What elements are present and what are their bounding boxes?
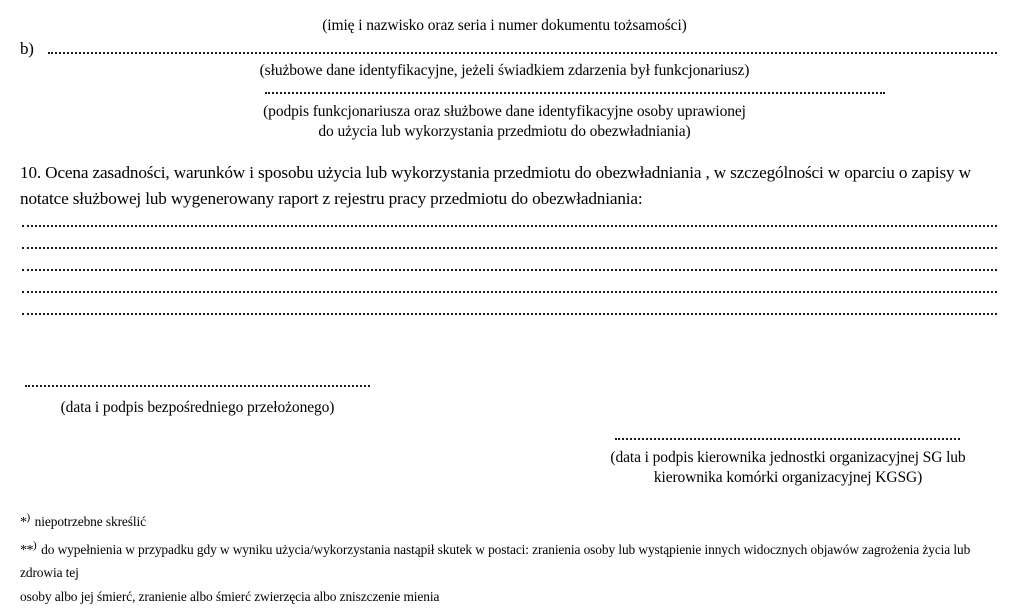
- answer-rule-5[interactable]: [22, 313, 997, 315]
- caption-unit-head-signature-line1: (data i podpis kierownika jednostki organizacyjnej SG lub: [610, 449, 966, 466]
- footnote-two-text-line1: do wypełnienia w przypadku gdy w wyniku użycia/wykorzystania nastąpił skutek w postaci: zranienia osoby lub wystąpienie innych widocznych objawów zagrożenia życia lub zdrowia tej: [20, 541, 971, 581]
- answer-rule-1[interactable]: [22, 225, 997, 227]
- caption-unit-head-signature-line2: kierownika komórki organizacyjnej KGSG): [653, 469, 923, 486]
- item-10-paragraph-line2: notatce służbowej lub wygenerowany raport z rejestru pracy przedmiotu do obezwładniania:: [20, 189, 643, 208]
- footnote-two-text-line2: osoby albo jej śmierć, zranienie albo śmierć zwierzęcia albo zniszczenie mienia: [20, 589, 440, 605]
- item-label-b: b): [20, 39, 34, 58]
- fill-rule-supervisor-signature[interactable]: [25, 385, 370, 387]
- fill-rule-unit-head-signature[interactable]: [615, 438, 960, 440]
- item-10-answer-area[interactable]: [22, 225, 997, 315]
- caption-officer-signature-line1: (podpis funkcjonariusza oraz służbowe dane identyfikacyjne osoby uprawionej: [263, 103, 746, 120]
- fill-rule-b[interactable]: [48, 52, 997, 54]
- answer-rule-3[interactable]: [22, 269, 997, 271]
- footnote-two: [20, 537, 992, 608]
- footnote-one-marker: [20, 511, 30, 530]
- footnote-two-line1: [20, 537, 992, 584]
- footnote-one-asterisk: *: [20, 514, 27, 530]
- item-10-paragraph-line1: 10. Ocena zasadności, warunków i sposobu użycia lub wykorzystania przedmiotu do obezwładniania , w szczególności w oparciu o zapisy w: [20, 163, 971, 182]
- footnote-two-marker: [20, 539, 37, 558]
- footnote-one-text: niepotrzebne skreślić: [34, 513, 146, 529]
- caption-officer-signature-line2: do użycia lub wykorzystania przedmiotu do obezwładniania): [318, 123, 691, 140]
- footnote-two-line2: [20, 586, 992, 608]
- footnote-two-asterisks: **: [20, 542, 33, 558]
- caption-officer-identity: (służbowe dane identyfikacyjne, jeżeli świadkiem zdarzenia był funkcjonariusz): [259, 62, 750, 79]
- footnote-two-paren: ): [33, 539, 37, 551]
- caption-identity-document: (imię i nazwisko oraz seria i numer dokumentu tożsamości): [322, 17, 687, 34]
- footnote-one: [20, 509, 980, 534]
- answer-rule-4[interactable]: [22, 291, 997, 293]
- footnote-one-paren: ): [26, 511, 30, 523]
- answer-rule-2[interactable]: [22, 247, 997, 249]
- fill-rule-officer-signature[interactable]: [265, 92, 885, 94]
- caption-supervisor-signature: (data i podpis bezpośredniego przełożonego): [60, 399, 335, 416]
